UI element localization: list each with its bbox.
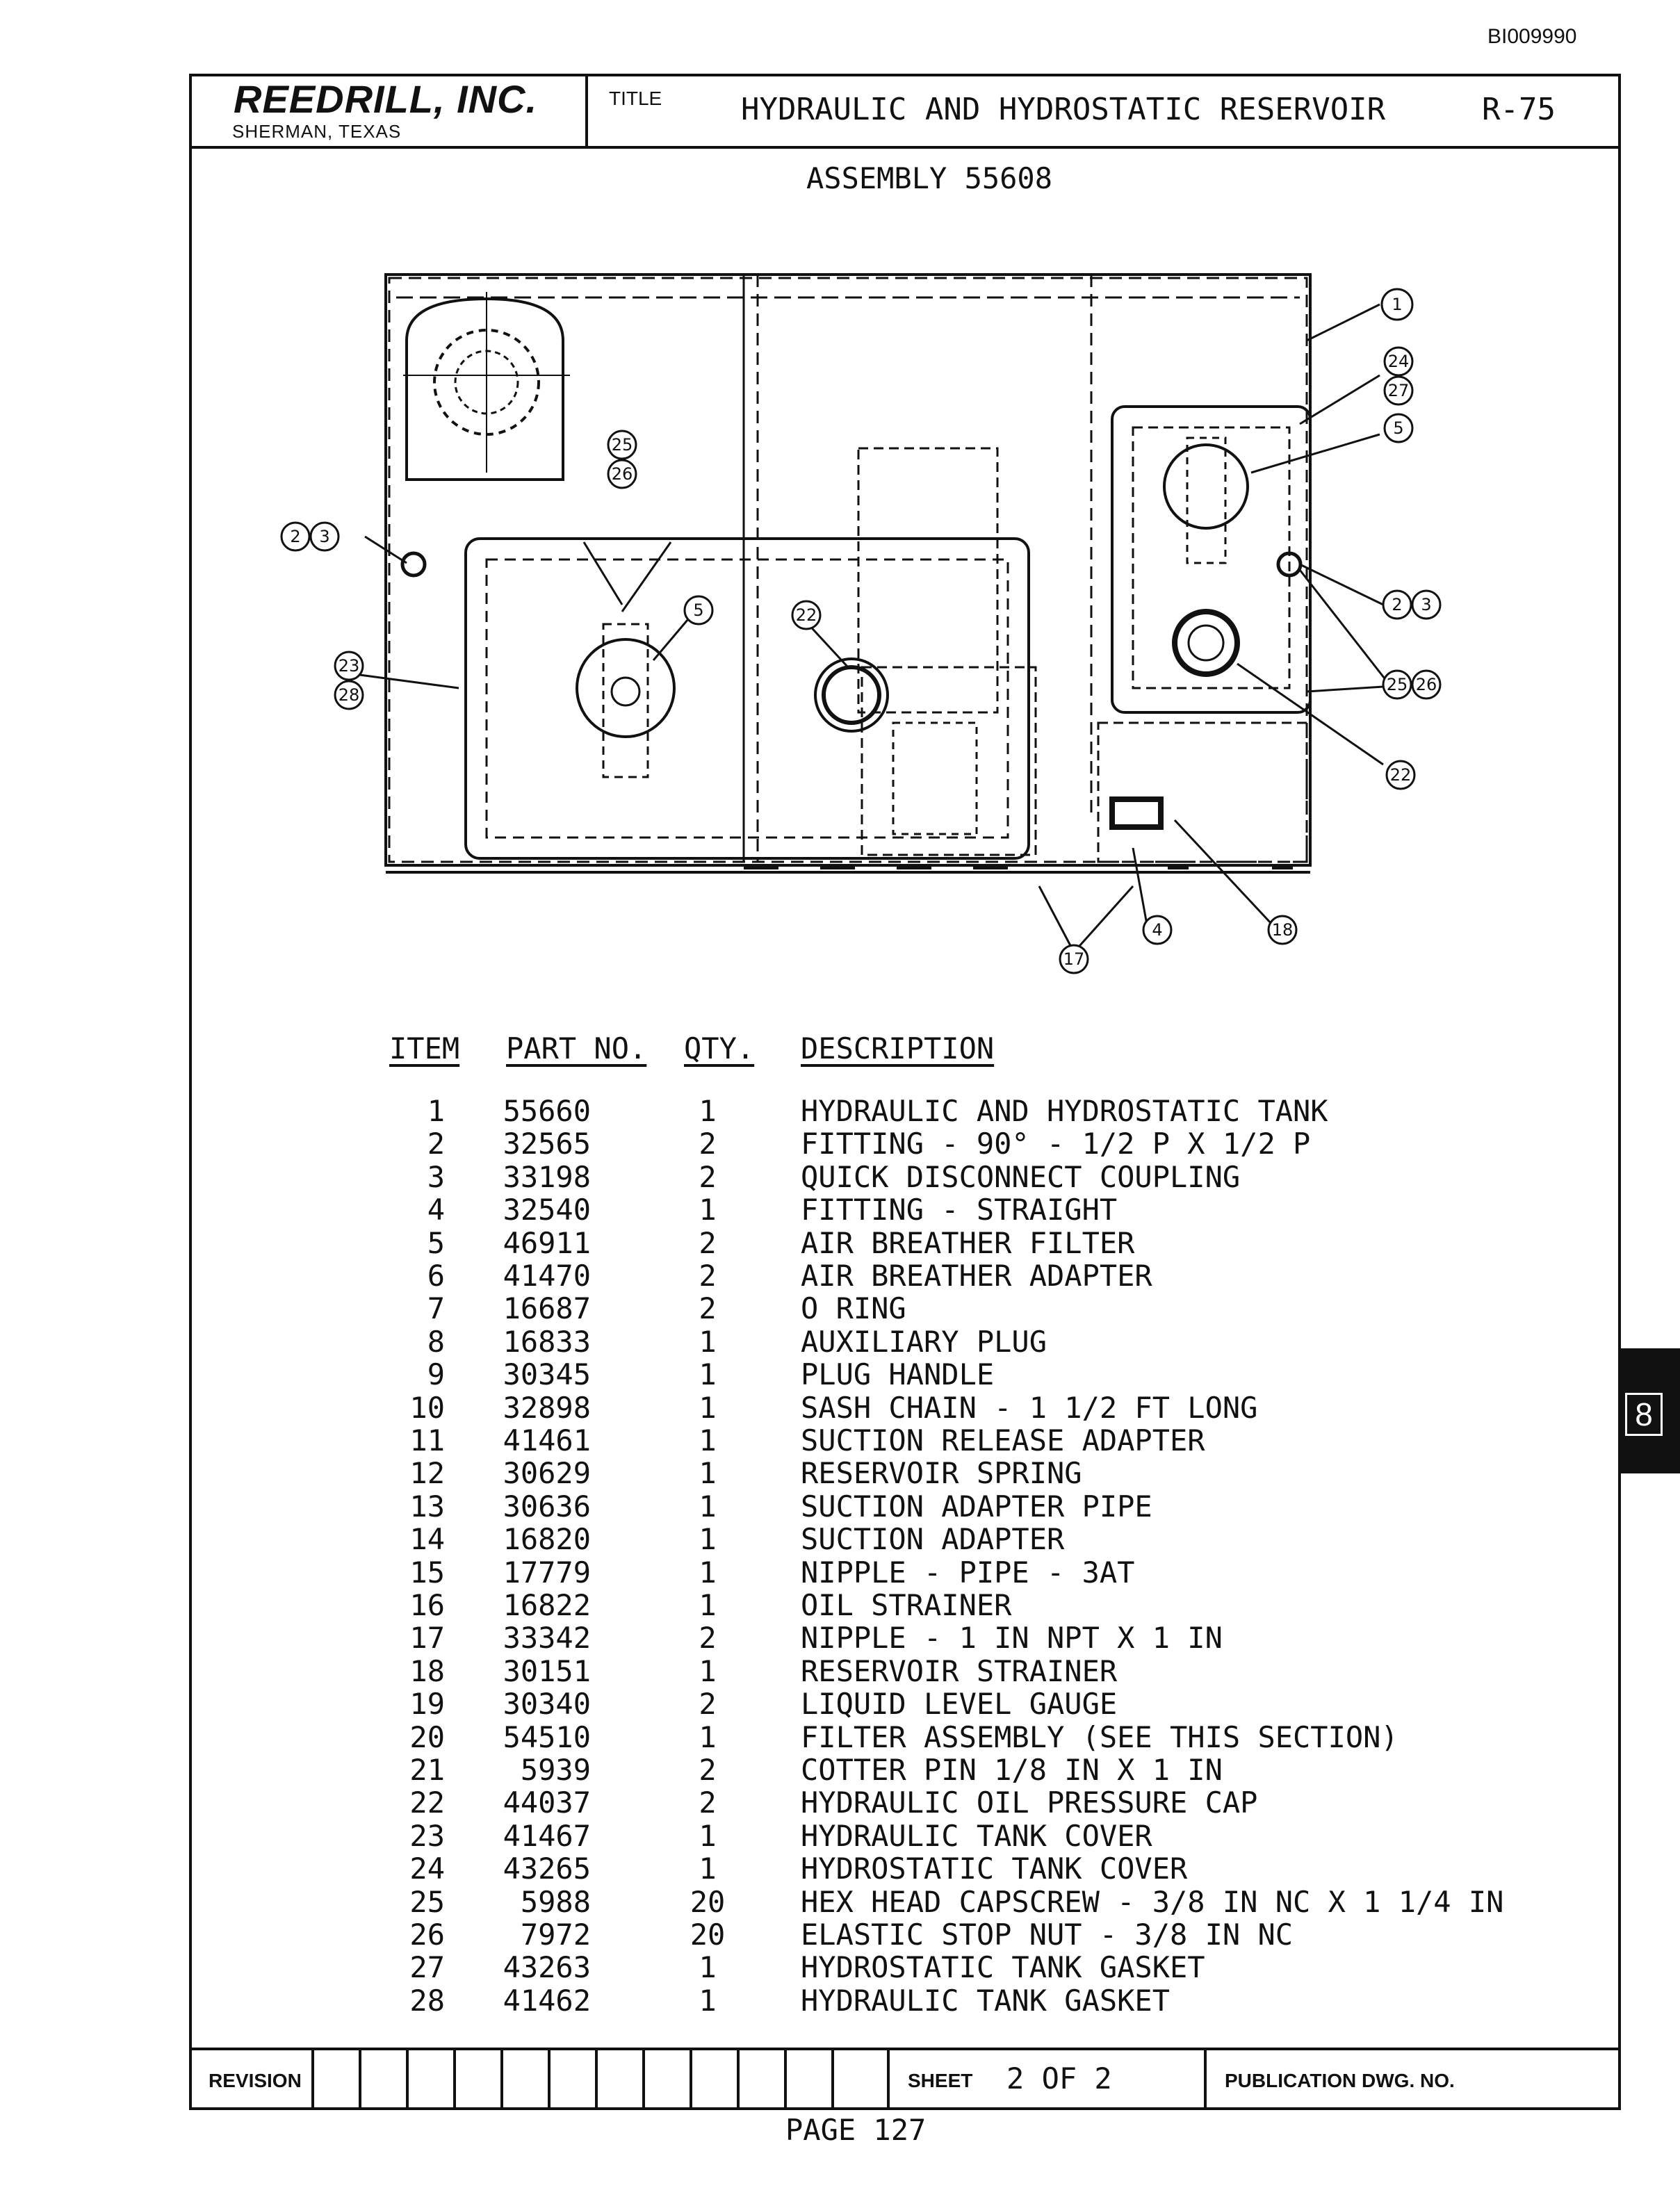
callout-label: 26 <box>611 464 633 484</box>
description: NIPPLE - 1 IN NPT X 1 IN <box>801 1621 1223 1656</box>
description: HYDRAULIC OIL PRESSURE CAP <box>801 1786 1258 1820</box>
quantity: 1 <box>699 1522 717 1557</box>
description: SASH CHAIN - 1 1/2 FT LONG <box>801 1390 1258 1425</box>
item-number: 27 <box>409 1950 445 1985</box>
revision-cell <box>503 2050 551 2110</box>
sheet-label: SHEET <box>908 2070 973 2091</box>
column-header-qty: QTY. <box>684 1031 755 1065</box>
description: PLUG HANDLE <box>801 1357 995 1392</box>
item-number: 1 <box>427 1094 445 1128</box>
quantity: 2 <box>699 1687 717 1722</box>
item-number: 9 <box>427 1357 445 1392</box>
part-number: 30345 <box>503 1357 591 1392</box>
part-number: 41461 <box>503 1423 591 1457</box>
sheet-value: 2 OF 2 <box>1006 2061 1112 2095</box>
item-number: 21 <box>409 1753 445 1787</box>
revision-cell <box>740 2050 787 2110</box>
item-number: 18 <box>409 1653 445 1688</box>
description: RESERVOIR SPRING <box>801 1456 1082 1491</box>
description: FITTING - 90° - 1/2 P X 1/2 P <box>801 1127 1311 1161</box>
part-number: 46911 <box>503 1225 591 1260</box>
description: HYDRAULIC TANK GASKET <box>801 1983 1171 2018</box>
item-number: 4 <box>427 1193 445 1227</box>
callout-label: 27 <box>1387 381 1410 400</box>
company-name: REEDRILL, INC. <box>234 77 538 121</box>
description: AIR BREATHER ADAPTER <box>801 1259 1152 1293</box>
callout-label: 26 <box>1415 675 1437 694</box>
quantity: 1 <box>699 1390 717 1425</box>
description: HYDROSTATIC TANK COVER <box>801 1852 1188 1886</box>
item-number: 15 <box>409 1555 445 1590</box>
description: HYDROSTATIC TANK GASKET <box>801 1950 1205 1985</box>
title-label: TITLE <box>609 88 662 109</box>
callout-label: 22 <box>1389 765 1412 785</box>
callout-4 <box>1143 916 1171 944</box>
part-number: 43263 <box>503 1950 591 1985</box>
assembly-number: ASSEMBLY 55608 <box>806 161 1053 195</box>
parts-list <box>0 1094 1680 2025</box>
title-block-divider <box>585 74 588 146</box>
description: HYDRAULIC TANK COVER <box>801 1818 1152 1853</box>
part-number: 30636 <box>503 1489 591 1523</box>
quantity: 20 <box>690 1918 726 1952</box>
revision-cell <box>409 2050 456 2110</box>
description: LIQUID LEVEL GAUGE <box>801 1687 1118 1722</box>
revision-label: REVISION <box>209 2070 302 2091</box>
item-number: 7 <box>427 1291 445 1326</box>
description: RESERVOIR STRAINER <box>801 1653 1118 1688</box>
item-number: 5 <box>427 1225 445 1260</box>
section-tab[interactable] <box>1618 1348 1680 1473</box>
quantity: 1 <box>699 1653 717 1688</box>
quantity: 1 <box>699 1719 717 1754</box>
callout-26-right <box>1412 671 1440 698</box>
part-number: 54510 <box>503 1719 591 1754</box>
part-number: 16687 <box>503 1291 591 1326</box>
part-number: 7972 <box>520 1918 591 1952</box>
callout-label: 3 <box>1421 595 1432 614</box>
quantity: 1 <box>699 1950 717 1985</box>
part-number: 16820 <box>503 1522 591 1557</box>
callout-18 <box>1269 916 1296 944</box>
part-number: 30151 <box>503 1653 591 1688</box>
revision-cell <box>598 2050 645 2110</box>
callout-22-right <box>1387 761 1414 789</box>
quantity: 20 <box>690 1884 726 1919</box>
revision-cell <box>692 2050 740 2110</box>
part-number: 30629 <box>503 1456 591 1491</box>
callout-5-left <box>685 596 712 624</box>
quantity: 2 <box>699 1753 717 1787</box>
callout-label: 28 <box>338 685 360 705</box>
callout-label: 4 <box>1152 920 1163 940</box>
part-number: 16833 <box>503 1324 591 1359</box>
description: SUCTION ADAPTER PIPE <box>801 1489 1152 1523</box>
quantity: 1 <box>699 1094 717 1128</box>
part-number: 5988 <box>520 1884 591 1919</box>
quantity: 2 <box>699 1127 717 1161</box>
description: O RING <box>801 1291 906 1326</box>
item-number: 10 <box>409 1390 445 1425</box>
part-number: 43265 <box>503 1852 591 1886</box>
callout-label: 5 <box>693 600 704 620</box>
footer-block <box>189 2048 1621 2110</box>
reservoir-diagram <box>271 264 1481 987</box>
part-number: 16822 <box>503 1588 591 1622</box>
callout-2-right <box>1383 591 1411 619</box>
quantity: 1 <box>699 1983 717 2018</box>
item-number: 13 <box>409 1489 445 1523</box>
item-number: 23 <box>409 1818 445 1853</box>
revision-cell <box>787 2050 834 2110</box>
quantity: 2 <box>699 1786 717 1820</box>
callout-label: 25 <box>611 435 633 455</box>
revision-cell <box>361 2050 409 2110</box>
callout-1 <box>1382 289 1412 320</box>
item-number: 28 <box>409 1983 445 2018</box>
revision-cell <box>314 2050 361 2110</box>
item-number: 22 <box>409 1786 445 1820</box>
item-number: 14 <box>409 1522 445 1557</box>
callout-26-top <box>608 460 636 488</box>
quantity: 1 <box>699 1423 717 1457</box>
callout-label: 1 <box>1392 295 1403 314</box>
part-number: 30340 <box>503 1687 591 1722</box>
description: SUCTION ADAPTER <box>801 1522 1065 1557</box>
part-number: 17779 <box>503 1555 591 1590</box>
callout-label: 2 <box>1392 595 1403 614</box>
page-title: HYDRAULIC AND HYDROSTATIC RESERVOIR <box>741 92 1386 127</box>
quantity: 1 <box>699 1588 717 1622</box>
description: ELASTIC STOP NUT - 3/8 IN NC <box>801 1918 1294 1952</box>
callout-5 <box>1385 414 1412 442</box>
item-number: 11 <box>409 1423 445 1457</box>
part-number: 41467 <box>503 1818 591 1853</box>
section-tab-number: 8 <box>1625 1393 1663 1436</box>
description: AUXILIARY PLUG <box>801 1324 1047 1359</box>
column-header-description: DESCRIPTION <box>801 1031 995 1065</box>
callout-label: 3 <box>319 527 330 546</box>
quantity: 2 <box>699 1159 717 1194</box>
callout-label: 22 <box>795 605 817 625</box>
callout-label: 24 <box>1387 352 1410 371</box>
item-number: 16 <box>409 1588 445 1622</box>
quantity: 2 <box>699 1259 717 1293</box>
company-city: SHERMAN, TEXAS <box>232 121 402 142</box>
item-number: 20 <box>409 1719 445 1754</box>
part-number: 41470 <box>503 1259 591 1293</box>
part-number: 32540 <box>503 1193 591 1227</box>
item-number: 8 <box>427 1324 445 1359</box>
quantity: 1 <box>699 1193 717 1227</box>
callout-label: 23 <box>338 656 360 676</box>
description: AIR BREATHER FILTER <box>801 1225 1135 1260</box>
description: HEX HEAD CAPSCREW - 3/8 IN NC X 1 1/4 IN <box>801 1884 1504 1919</box>
part-number: 44037 <box>503 1786 591 1820</box>
part-number: 32565 <box>503 1127 591 1161</box>
quantity: 1 <box>699 1555 717 1590</box>
column-header-part: PART NO. <box>506 1031 647 1065</box>
part-number: 55660 <box>503 1094 591 1128</box>
part-number: 41462 <box>503 1983 591 2018</box>
quantity: 1 <box>699 1852 717 1886</box>
quantity: 2 <box>699 1621 717 1656</box>
callout-label: 5 <box>1393 418 1404 438</box>
quantity: 1 <box>699 1818 717 1853</box>
description: NIPPLE - PIPE - 3AT <box>801 1555 1135 1590</box>
item-number: 19 <box>409 1687 445 1722</box>
callout-label: 18 <box>1271 920 1294 940</box>
publication-label: PUBLICATION DWG. NO. <box>1225 2070 1455 2091</box>
callout-label: 2 <box>290 527 301 546</box>
item-number: 25 <box>409 1884 445 1919</box>
callout-24 <box>1385 348 1412 375</box>
callout-28 <box>335 681 363 709</box>
callout-2-left <box>282 523 309 550</box>
callout-label: 17 <box>1063 949 1085 969</box>
part-number: 33198 <box>503 1159 591 1194</box>
part-number: 33342 <box>503 1621 591 1656</box>
description: OIL STRAINER <box>801 1588 1012 1622</box>
item-number: 17 <box>409 1621 445 1656</box>
document-id: BI009990 <box>1487 25 1577 48</box>
callout-23 <box>335 652 363 680</box>
quantity: 1 <box>699 1456 717 1491</box>
item-number: 2 <box>427 1127 445 1161</box>
page-code: R-75 <box>1482 92 1556 127</box>
callout-17 <box>1060 945 1088 973</box>
quantity: 1 <box>699 1357 717 1392</box>
description: QUICK DISCONNECT COUPLING <box>801 1159 1241 1194</box>
item-number: 26 <box>409 1918 445 1952</box>
callout-27 <box>1385 377 1412 405</box>
callout-25-top <box>608 431 636 459</box>
revision-cell <box>551 2050 598 2110</box>
page-number: PAGE 127 <box>785 2113 927 2147</box>
callout-3-left <box>311 523 339 550</box>
item-number: 3 <box>427 1159 445 1194</box>
description: FILTER ASSEMBLY (SEE THIS SECTION) <box>801 1719 1398 1754</box>
item-number: 12 <box>409 1456 445 1491</box>
quantity: 1 <box>699 1324 717 1359</box>
item-number: 24 <box>409 1852 445 1886</box>
description: FITTING - STRAIGHT <box>801 1193 1118 1227</box>
description: SUCTION RELEASE ADAPTER <box>801 1423 1205 1457</box>
callout-22-center <box>792 601 820 629</box>
quantity: 2 <box>699 1225 717 1260</box>
quantity: 2 <box>699 1291 717 1326</box>
revision-cell <box>645 2050 692 2110</box>
callout-3-right <box>1412 591 1440 619</box>
quantity: 1 <box>699 1489 717 1523</box>
revision-cell <box>456 2050 503 2110</box>
column-header-item: ITEM <box>389 1031 460 1065</box>
part-number: 5939 <box>520 1753 591 1787</box>
callout-label: 25 <box>1386 675 1408 694</box>
revision-cell <box>834 2050 890 2110</box>
callout-25-right <box>1383 671 1411 698</box>
item-number: 6 <box>427 1259 445 1293</box>
description: HYDRAULIC AND HYDROSTATIC TANK <box>801 1094 1328 1128</box>
description: COTTER PIN 1/8 IN X 1 IN <box>801 1753 1223 1787</box>
part-number: 32898 <box>503 1390 591 1425</box>
